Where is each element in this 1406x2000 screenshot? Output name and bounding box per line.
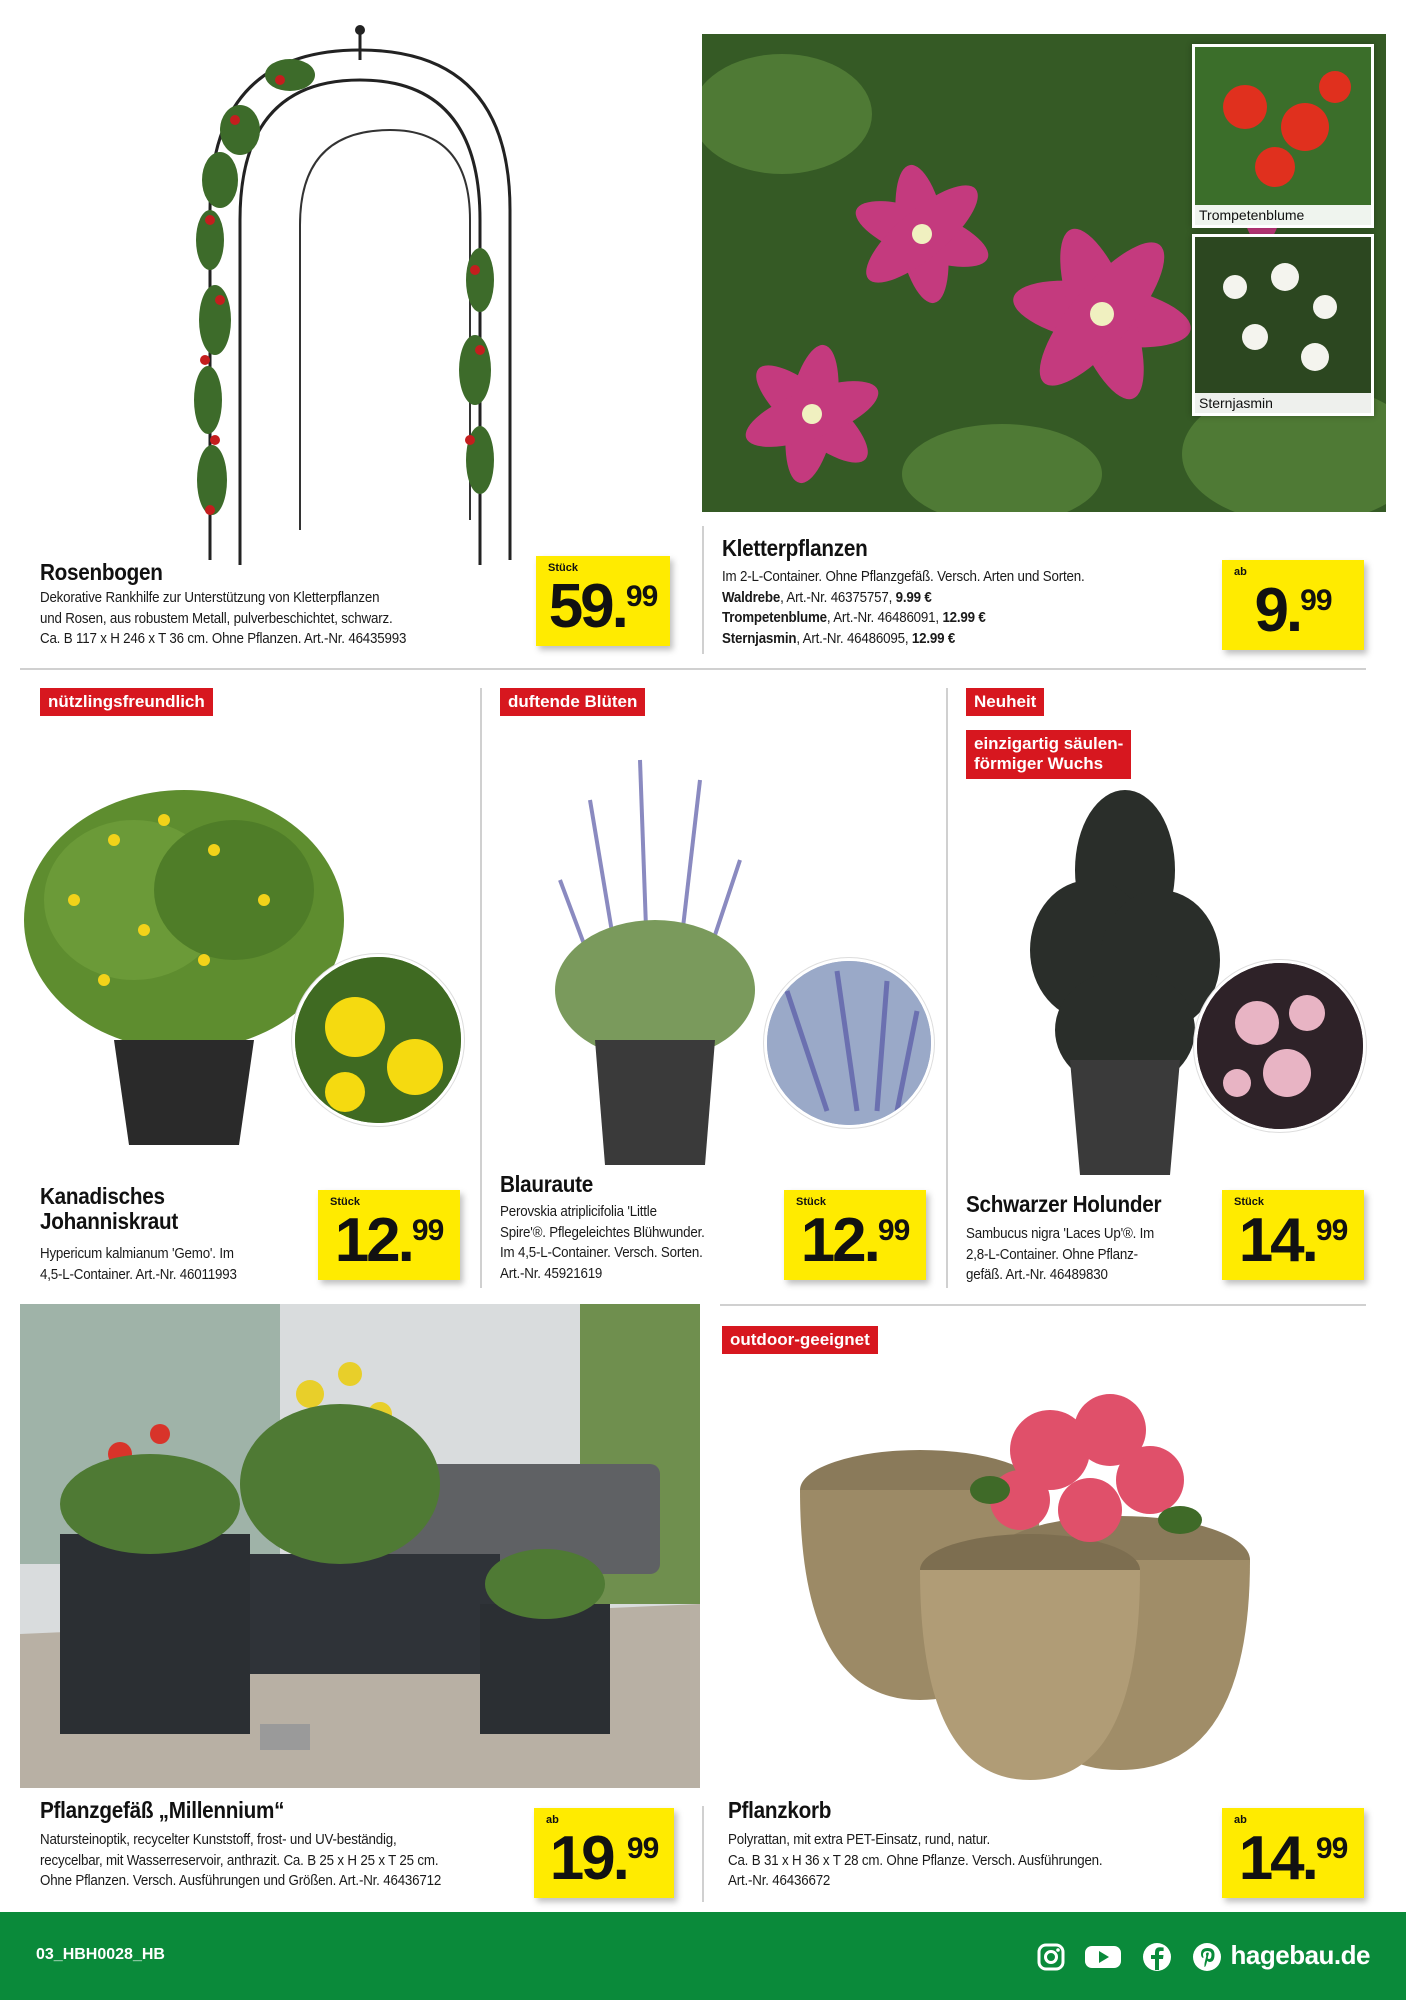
price-decimal: 99	[411, 1214, 444, 1247]
desc-line: Ca. B 117 x H 246 x T 36 cm. Ohne Pflanzen. Art.-Nr. 46435993	[40, 631, 407, 647]
rosenbogen-price-tag	[536, 556, 670, 646]
footer-bar	[0, 1912, 1406, 2000]
badge-duftende-blueten: duftende Blüten	[500, 688, 645, 716]
pflanzkorb-title: Pflanzkorb	[728, 1797, 832, 1823]
desc-line: Polyrattan, mit extra PET-Einsatz, rund, natur.	[728, 1832, 990, 1848]
price-integer: 59.	[548, 572, 626, 641]
thumb-caption: Sternjasmin	[1195, 393, 1371, 413]
badge-outdoor-geeignet: outdoor-geeignet	[722, 1326, 878, 1354]
thumb-caption: Trompetenblume	[1195, 205, 1371, 225]
holunder-flower-detail	[1194, 960, 1366, 1132]
blauraute-flower-detail	[764, 958, 934, 1128]
desc-line: Sambucus nigra 'Laces Up'®. Im	[966, 1226, 1155, 1242]
price-integer: 12.	[800, 1206, 878, 1275]
price-unit: ab	[546, 1814, 559, 1826]
price-integer: 19.	[549, 1824, 627, 1893]
millennium-description	[40, 1830, 441, 1892]
desc-line-waldrebe: Waldrebe, Art.-Nr. 46375757, 9.99 €	[722, 589, 932, 606]
price-unit: Stück	[1234, 1196, 1264, 1208]
divider-vertical	[702, 526, 704, 654]
johanniskraut-description	[40, 1244, 237, 1285]
badge-nuetzlingsfreundlich: nützlingsfreundlich	[40, 688, 213, 716]
rosenbogen-image	[180, 20, 540, 570]
blauraute-title: Blauraute	[500, 1171, 594, 1197]
johanniskraut-image	[14, 780, 344, 1150]
kletterpflanzen-title: Kletterpflanzen	[722, 535, 868, 561]
price-unit: Stück	[330, 1196, 360, 1208]
divider-horizontal	[20, 668, 1366, 670]
price-integer: 14.	[1238, 1206, 1316, 1275]
desc-line: Natursteinoptik, recycelter Kunststoff, frost- und UV-beständig,	[40, 1832, 397, 1848]
badge-saeulenfoermig	[966, 730, 1131, 779]
blauraute-image	[530, 740, 780, 1170]
brand-logo-text[interactable]: hagebau.de	[1230, 1940, 1370, 1970]
title-line: Kanadisches	[40, 1183, 165, 1209]
rosenbogen-title: Rosenbogen	[40, 559, 163, 585]
desc-line: 2,8-L-Container. Ohne Pflanz-	[966, 1246, 1138, 1263]
price-decimal: 99	[1300, 584, 1332, 617]
divider-horizontal	[720, 1304, 1366, 1306]
price-decimal: 99	[626, 1832, 659, 1865]
desc-line: 4,5-L-Container. Art.-Nr. 46011993	[40, 1266, 237, 1283]
desc-line: Im 4,5-L-Container. Versch. Sorten.	[500, 1245, 703, 1261]
divider-vertical	[480, 688, 482, 1288]
instagram-icon[interactable]	[1036, 1942, 1066, 1972]
desc-line: und Rosen, aus robustem Metall, pulverbeschichtet, schwarz.	[40, 610, 393, 627]
desc-line: recycelbar, mit Wasserreservoir, anthrazit. Ca. B 25 x H 25 x T 25 cm.	[40, 1852, 439, 1869]
price-unit: Stück	[796, 1196, 826, 1208]
desc-line-trompetenblume: Trompetenblume, Art.-Nr. 46486091, 12.99 €	[722, 610, 986, 626]
title-line: Johanniskraut	[40, 1208, 178, 1235]
price-decimal: 99	[1315, 1214, 1348, 1247]
rosenbogen-description	[40, 588, 406, 650]
desc-line: Ohne Pflanzen. Versch. Ausführungen und Größen. Art.-Nr. 46436712	[40, 1873, 442, 1889]
price-decimal: 99	[625, 580, 658, 613]
badge-line: einzigartig säulen-	[974, 734, 1124, 753]
thumb-sternjasmin	[1192, 234, 1374, 416]
millennium-image	[20, 1304, 700, 1788]
price-unit: ab	[1234, 1814, 1247, 1826]
desc-line: gefäß. Art.-Nr. 46489830	[966, 1267, 1108, 1283]
holunder-price-tag	[1222, 1190, 1364, 1280]
johanniskraut-title	[40, 1184, 178, 1235]
desc-line-sternjasmin: Sternjasmin, Art.-Nr. 46486095, 12.99 €	[722, 630, 956, 647]
thumb-trompetenblume	[1192, 44, 1374, 228]
divider-vertical	[702, 1806, 704, 1902]
desc-line: Spire'®. Pflegeleichtes Blühwunder.	[500, 1224, 705, 1241]
holunder-image	[1010, 780, 1240, 1180]
pflanzkorb-description	[728, 1830, 1102, 1892]
kletterpflanzen-description	[722, 567, 1085, 649]
desc-line: Art.-Nr. 45921619	[500, 1265, 603, 1282]
johanniskraut-flower-detail	[292, 954, 464, 1126]
youtube-icon[interactable]	[1084, 1942, 1122, 1972]
desc-line: Hypericum kalmianum 'Gemo'. Im	[40, 1246, 234, 1262]
facebook-icon[interactable]	[1142, 1942, 1172, 1972]
desc-line: Perovskia atriplicifolia 'Little	[500, 1204, 657, 1220]
price-integer: 9.	[1254, 576, 1301, 645]
desc-line: Art.-Nr. 46436672	[728, 1873, 831, 1889]
blauraute-price-tag	[784, 1190, 926, 1280]
johanniskraut-price-tag	[318, 1190, 460, 1280]
price-decimal: 99	[1315, 1832, 1348, 1865]
pinterest-icon[interactable]	[1192, 1942, 1222, 1972]
pflanzkorb-image	[790, 1370, 1290, 1790]
desc-line: Im 2-L-Container. Ohne Pflanzgefäß. Versch. Arten und Sorten.	[722, 569, 1085, 585]
desc-line: Ca. B 31 x H 36 x T 28 cm. Ohne Pflanze. Versch. Ausführungen.	[728, 1852, 1103, 1869]
badge-neuheit: Neuheit	[966, 688, 1044, 716]
page-code: 03_HBH0028_HB	[36, 1946, 165, 1963]
holunder-title: Schwarzer Holunder	[966, 1191, 1162, 1217]
price-unit: ab	[1234, 566, 1247, 578]
price-integer: 14.	[1238, 1824, 1316, 1893]
price-unit: Stück	[548, 562, 578, 574]
holunder-description	[966, 1224, 1154, 1286]
desc-line: Dekorative Rankhilfe zur Unterstützung von Kletterpflanzen	[40, 590, 380, 606]
millennium-title: Pflanzgefäß „Millennium“	[40, 1797, 285, 1823]
blauraute-description	[500, 1202, 705, 1284]
pflanzkorb-price-tag	[1222, 1808, 1364, 1898]
divider-vertical	[946, 688, 948, 1288]
badge-line: förmiger Wuchs	[974, 754, 1104, 774]
millennium-price-tag	[534, 1808, 674, 1898]
price-integer: 12.	[334, 1206, 412, 1275]
kletterpflanzen-price-tag	[1222, 560, 1364, 650]
price-decimal: 99	[877, 1214, 910, 1247]
